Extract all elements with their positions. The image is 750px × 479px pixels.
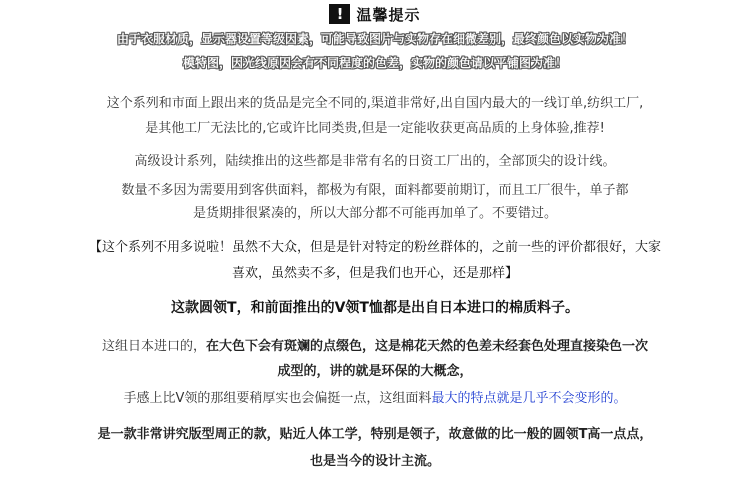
paragraph-1-line-2: 是其他工厂无法比的,它或许比同类贵,但是一定能收获更高品质的上身体验,推荐! bbox=[145, 121, 605, 136]
paragraph-4-line-1: 【这个系列不用多说啦！虽然不大众，但是是针对特定的粉丝群体的，之前一些的评价都很好，大家 bbox=[88, 240, 661, 255]
notice-header bbox=[0, 3, 750, 25]
paragraph-6-emphasis: 在大色下会有斑斓的点缀色，这是棉花天然的色差未经套色处理直接染色一次 bbox=[206, 339, 649, 354]
paragraph-2: 高级设计系列，陆续推出的这些都是非常有名的日资工厂出的，全部顶尖的设计线。 bbox=[134, 154, 616, 169]
paragraph-4-line-2: 喜欢，虽然卖不多，但是我们也开心，还是那样】 bbox=[231, 266, 518, 281]
notice-line-1: 由于衣服材质，显示器设置等级因素，可能导致图片与实物存在细微差别，最终颜色以实物为准！ bbox=[116, 32, 633, 46]
paragraph-3-line-1: 数量不多因为需要用到客供面料，都极为有限，面料都要前期订，而且工厂很牛，单子都 bbox=[121, 183, 629, 198]
exclamation-icon: ! bbox=[329, 4, 350, 24]
notice-line-2: 模特图，因光线原因会有不同程度的色差，实物的颜色请以平铺图为准！ bbox=[182, 56, 567, 70]
paragraph-1-line-1: 这个系列和市面上跟出来的货品是完全不同的,渠道非常好,出自国内最大的一线订单,纺织工厂, bbox=[106, 96, 644, 111]
paragraph-3-line-2: 是货期排很紧凑的，所以大部分都不可能再加单了。不要错过。 bbox=[192, 206, 557, 221]
paragraph-7-highlight: 最大的特点就是几乎不会变形的。 bbox=[431, 391, 627, 406]
paragraph-5-heading: 这款圆领T，和前面推出的V领T恤都是出自日本进口的棉质料子。 bbox=[171, 300, 579, 316]
paragraph-6-line-1 bbox=[0, 335, 750, 354]
paragraph-6-intro: 这组日本进口的， bbox=[101, 339, 206, 354]
paragraph-7-text: 手感上比V领的那组要稍厚实也会偏挺一点，这组面料 bbox=[123, 391, 432, 406]
page-title: 温馨提示 bbox=[356, 5, 421, 24]
paragraph-6-line-2: 成型的，讲的就是环保的大概念， bbox=[277, 364, 473, 379]
paragraph-7 bbox=[0, 387, 750, 406]
paragraph-8-line-1: 是一款非常讲究版型周正的款，贴近人体工学，特别是领子，故意做的比一般的圆领T高一点点， bbox=[97, 427, 653, 442]
paragraph-8-line-2: 也是当今的设计主流。 bbox=[309, 454, 440, 469]
